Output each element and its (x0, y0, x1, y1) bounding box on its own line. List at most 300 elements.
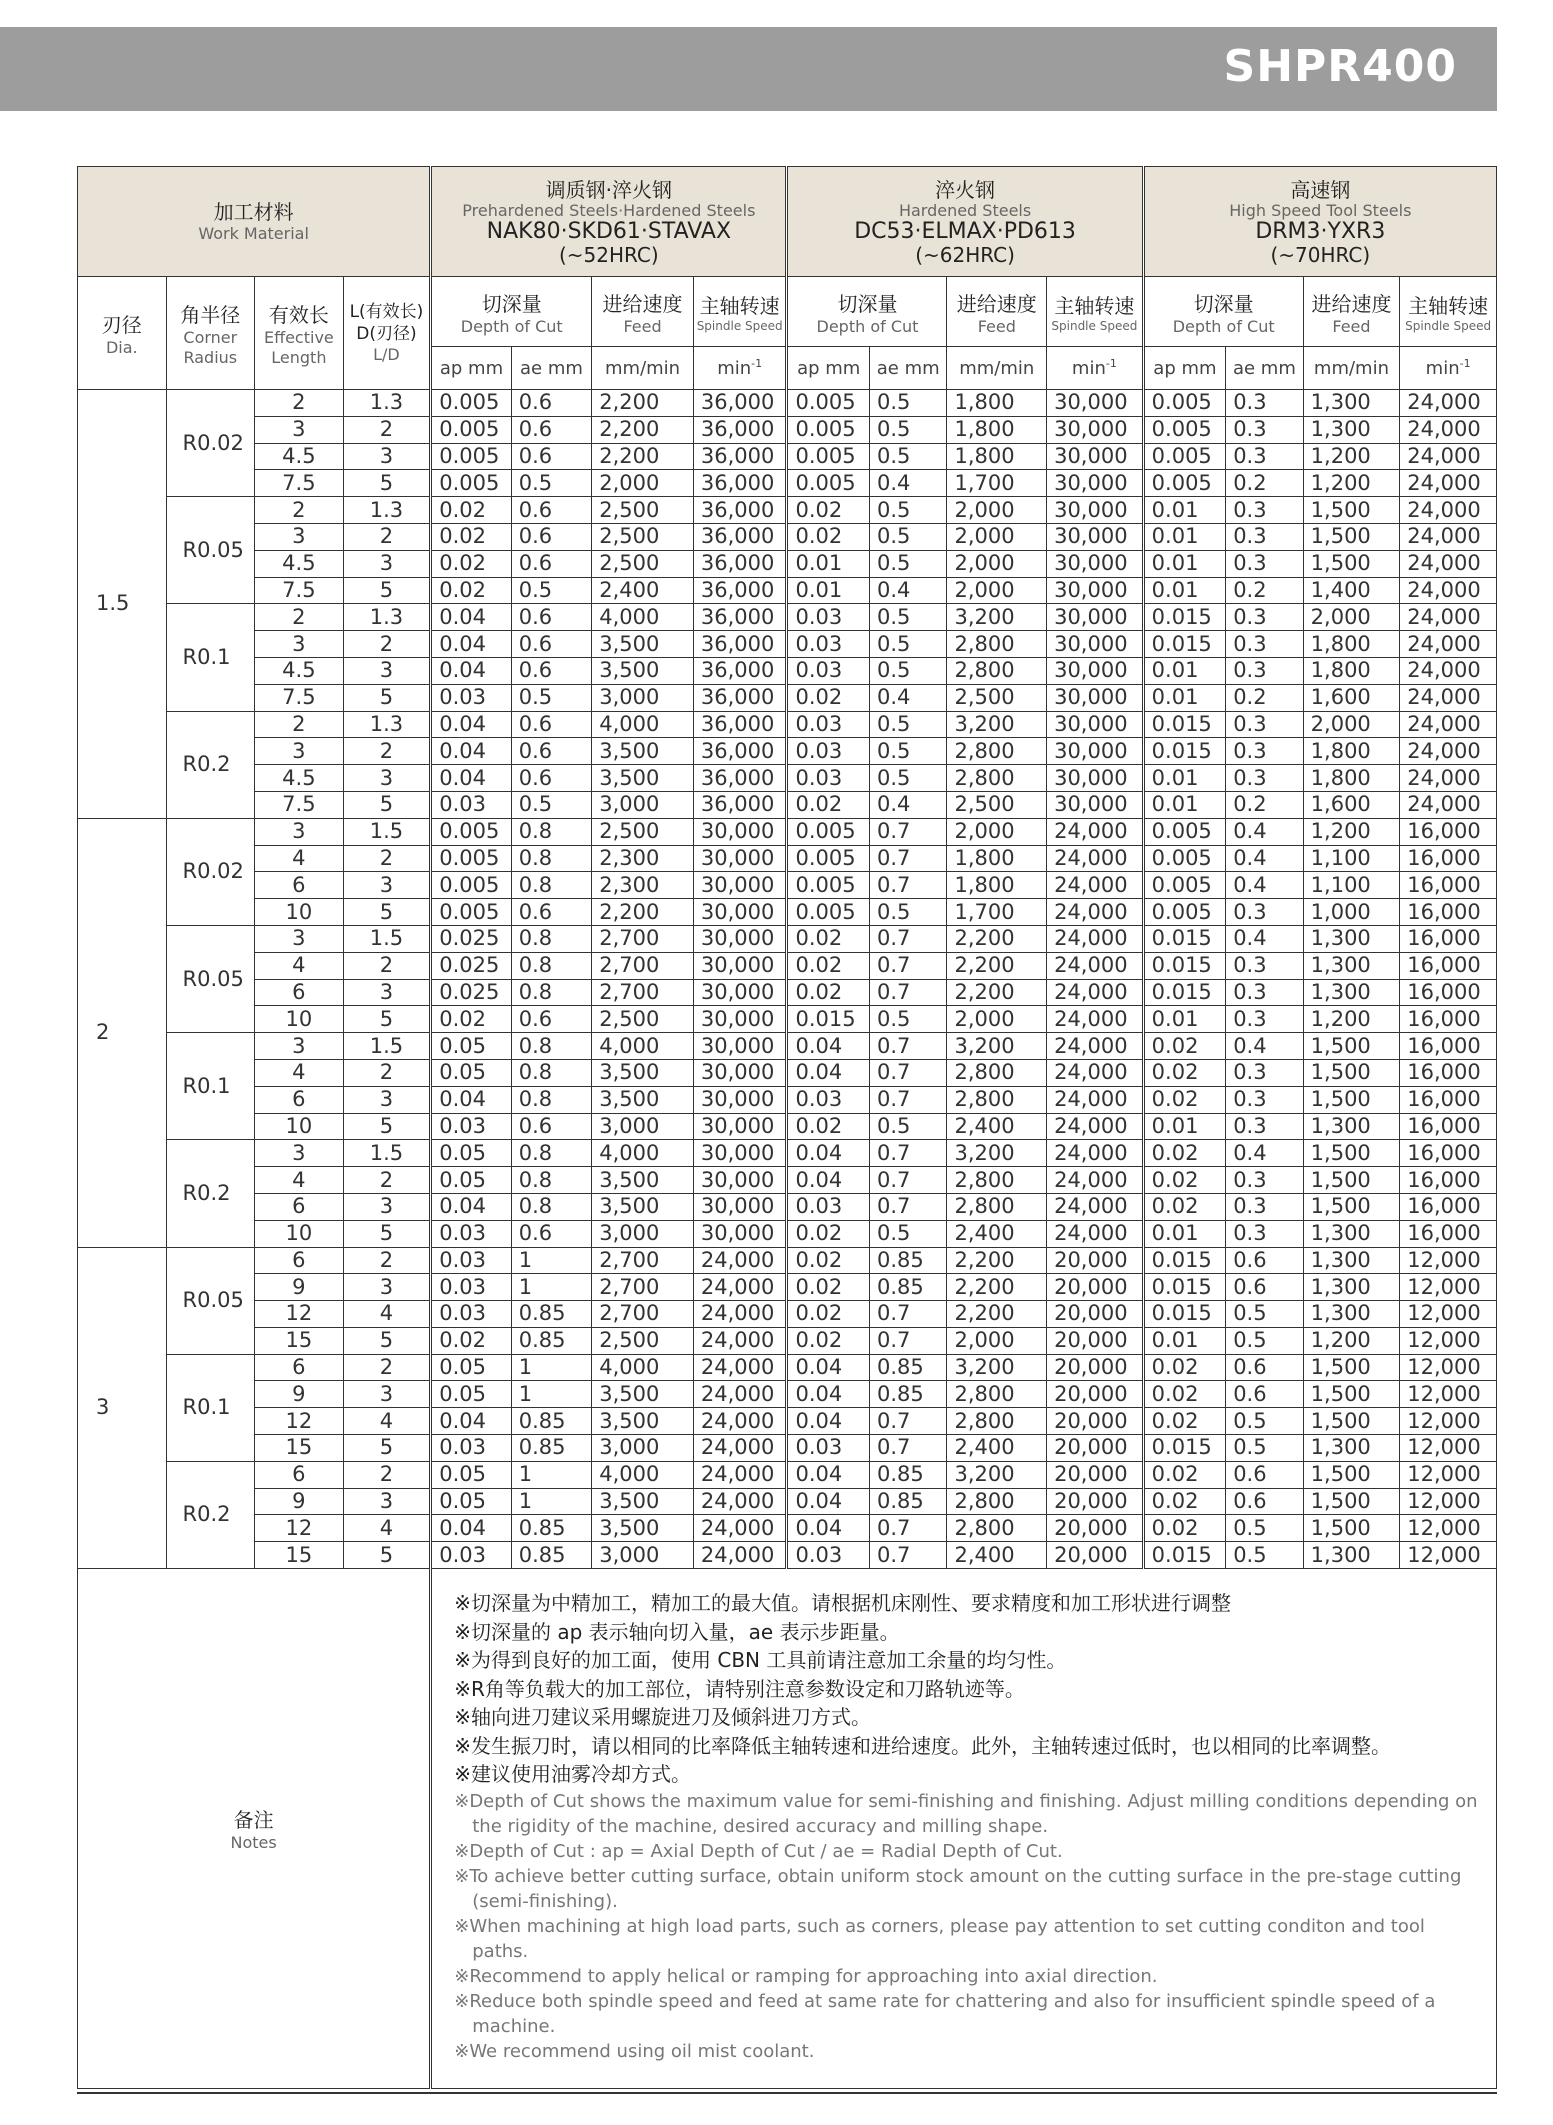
table-cell: 1,000 (1303, 899, 1400, 926)
table-cell: 0.7 (869, 1086, 946, 1113)
material-zh: 淬火钢 (935, 177, 996, 202)
table-row (78, 872, 1497, 899)
table-cell: 0.05 (431, 1488, 512, 1515)
table-cell: 3 (255, 925, 344, 952)
table-cell: 0.5 (869, 550, 946, 577)
table-cell: 30,000 (1047, 577, 1144, 604)
table-cell: 2,700 (592, 979, 694, 1006)
table-cell: 0.015 (1143, 1301, 1226, 1328)
table-cell: 0.5 (869, 1006, 946, 1033)
page-title: SHPR400 (1223, 41, 1457, 92)
table-cell: 2,800 (947, 1193, 1047, 1220)
table-cell: 0.6 (1226, 1247, 1303, 1274)
table-cell: 36,000 (693, 416, 787, 443)
ld-header-zh1: L(有效长) (349, 302, 424, 322)
table-cell: 9 (255, 1274, 344, 1301)
table-cell: 24,000 (1047, 925, 1144, 952)
table-cell: 0.8 (511, 872, 592, 899)
length-header (255, 277, 344, 390)
table-cell: 1,800 (1303, 738, 1400, 765)
table-row (78, 1381, 1497, 1408)
table-cell: 0.02 (787, 684, 870, 711)
table-cell: 3,500 (592, 631, 694, 658)
table-cell: 2,800 (947, 738, 1047, 765)
table-cell: 0.03 (787, 1193, 870, 1220)
table-cell: 30,000 (1047, 791, 1144, 818)
table-cell: 0.02 (787, 497, 870, 524)
table-cell: 0.5 (869, 738, 946, 765)
table-cell: 0.6 (511, 738, 592, 765)
table-cell: 0.6 (511, 416, 592, 443)
table-cell: 0.5 (511, 684, 592, 711)
table-cell: 30,000 (1047, 711, 1144, 738)
table-cell: 0.2 (1226, 684, 1303, 711)
table-cell: 0.3 (1226, 523, 1303, 550)
table-cell: 2 (343, 631, 431, 658)
table-cell: 0.7 (869, 952, 946, 979)
table-cell: 0.05 (431, 1059, 512, 1086)
unit-speed-label: min (1425, 358, 1460, 379)
table-cell: 0.04 (787, 1515, 870, 1542)
table-cell: 2,800 (947, 631, 1047, 658)
table-cell: 1.3 (343, 604, 431, 631)
table-cell: 5 (343, 791, 431, 818)
table-cell: 3 (255, 1033, 344, 1060)
table-cell: 0.03 (431, 1542, 512, 1569)
table-cell: 0.01 (1143, 791, 1226, 818)
table-cell: 1.3 (343, 497, 431, 524)
table-cell: 2 (343, 1461, 431, 1488)
table-cell: 16,000 (1400, 1086, 1497, 1113)
table-cell: 0.5 (869, 523, 946, 550)
work-material-zh: 加工材料 (213, 199, 294, 224)
table-cell: 1,300 (1303, 1113, 1400, 1140)
table-cell: 24,000 (1047, 1006, 1144, 1033)
table-cell: 4.5 (255, 765, 344, 792)
table-row (78, 1435, 1497, 1462)
table-cell: 0.02 (787, 1327, 870, 1354)
table-cell: 2,500 (592, 523, 694, 550)
table-cell: 6 (255, 872, 344, 899)
table-cell: 2,000 (947, 523, 1047, 550)
table-row (78, 818, 1497, 845)
speed-header-zh: 主轴转速 (1054, 294, 1135, 318)
table-cell: 16,000 (1400, 1033, 1497, 1060)
feed-header-en: Feed (623, 316, 662, 336)
table-cell: 0.02 (1143, 1086, 1226, 1113)
table-cell: 0.5 (1226, 1435, 1303, 1462)
table-cell: 12,000 (1400, 1461, 1497, 1488)
table-cell: 0.6 (1226, 1488, 1303, 1515)
table-cell: 24,000 (1047, 1140, 1144, 1167)
table-cell: 0.85 (869, 1381, 946, 1408)
table-cell: 1 (511, 1461, 592, 1488)
table-cell: 0.03 (431, 1435, 512, 1462)
table-row (78, 899, 1497, 926)
table-cell: 0.4 (869, 684, 946, 711)
speed-header (1400, 277, 1497, 347)
table-cell: 1 (511, 1247, 592, 1274)
table-cell: 1,200 (1303, 1006, 1400, 1033)
table-cell: 0.5 (869, 765, 946, 792)
table-cell: 24,000 (1400, 631, 1497, 658)
work-material-en: Work Material (198, 223, 309, 243)
table-cell: 24,000 (693, 1461, 787, 1488)
table-cell: 2 (343, 952, 431, 979)
table-cell: 0.6 (511, 1006, 592, 1033)
length-header-en1: Effective (263, 327, 334, 347)
table-cell: 0.02 (787, 1301, 870, 1328)
table-cell: 1,600 (1303, 684, 1400, 711)
material-grades: DC53·ELMAX·PD613 (854, 218, 1076, 244)
table-cell: 1.3 (343, 711, 431, 738)
table-cell: 0.6 (1226, 1461, 1303, 1488)
table-cell: 1,800 (947, 390, 1047, 417)
table-cell: 24,000 (693, 1515, 787, 1542)
table-cell: 0.4 (1226, 818, 1303, 845)
table-cell: 3 (255, 818, 344, 845)
table-cell: 0.015 (787, 1006, 870, 1033)
table-row (78, 1006, 1497, 1033)
table-row (78, 1515, 1497, 1542)
table-cell: 30,000 (1047, 523, 1144, 550)
table-cell: 3,500 (592, 1167, 694, 1194)
table-cell: 1,400 (1303, 577, 1400, 604)
table-cell: 6 (255, 1193, 344, 1220)
table-cell: 1,800 (947, 845, 1047, 872)
table-row (78, 390, 1497, 417)
table-cell: 0.01 (1143, 497, 1226, 524)
unit-ap: ap mm (787, 347, 870, 390)
table-cell: 0.6 (511, 631, 592, 658)
table-cell: 0.015 (1143, 1542, 1226, 1569)
table-cell: 3 (255, 416, 344, 443)
table-cell: 1,800 (947, 872, 1047, 899)
table-cell: 0.02 (787, 925, 870, 952)
table-cell: 2,500 (947, 684, 1047, 711)
table-cell: 2,500 (592, 1327, 694, 1354)
table-cell: 1,300 (1303, 1274, 1400, 1301)
table-cell: 1,800 (1303, 631, 1400, 658)
note-en: ※We recommend using oil mist coolant. (454, 2040, 815, 2062)
table-cell: 30,000 (1047, 416, 1144, 443)
header-bar (0, 27, 1497, 111)
table-cell: 24,000 (1047, 818, 1144, 845)
table-cell: 16,000 (1400, 818, 1497, 845)
table-cell: 0.4 (1226, 1033, 1303, 1060)
table-cell: 0.02 (787, 1247, 870, 1274)
table-row (78, 1193, 1497, 1220)
table-cell: 24,000 (1400, 738, 1497, 765)
material-zh: 高速钢 (1290, 177, 1351, 202)
table-cell: 0.02 (431, 550, 512, 577)
table-cell: 16,000 (1400, 979, 1497, 1006)
table-cell: 4 (255, 952, 344, 979)
note-en: ※Recommend to apply helical or ramping for approaching into axial direction. (454, 1965, 1158, 1987)
table-row (78, 684, 1497, 711)
table-cell: 3,500 (592, 657, 694, 684)
table-cell: 0.6 (511, 443, 592, 470)
table-cell: 0.01 (1143, 1113, 1226, 1140)
table-cell: 2,200 (947, 952, 1047, 979)
table-cell: 20,000 (1047, 1435, 1144, 1462)
table-cell: 36,000 (693, 550, 787, 577)
table-cell: 0.005 (431, 470, 512, 497)
table-cell: 2,300 (592, 845, 694, 872)
table-cell: 1,100 (1303, 845, 1400, 872)
table-cell: 4 (343, 1408, 431, 1435)
table-cell: 0.3 (1226, 1113, 1303, 1140)
table-cell: 15 (255, 1327, 344, 1354)
table-cell: 36,000 (693, 604, 787, 631)
table-cell: 0.03 (787, 738, 870, 765)
notes-label (78, 1569, 431, 2089)
table-cell: 3,000 (592, 791, 694, 818)
table-cell: 0.015 (1143, 1247, 1226, 1274)
table-cell: 5 (343, 1435, 431, 1462)
table-cell: 24,000 (1047, 952, 1144, 979)
note-en: ※When machining at high load parts, such as corners, please pay attention to set cutting conditon and tool paths. (454, 1915, 1425, 1962)
table-cell: 1,600 (1303, 791, 1400, 818)
table-cell: 2 (343, 738, 431, 765)
table-cell: 0.04 (431, 1086, 512, 1113)
radius-value: R0.2 (166, 1140, 255, 1247)
table-cell: 1,300 (1303, 1247, 1400, 1274)
table-cell: 7.5 (255, 577, 344, 604)
table-cell: 12 (255, 1515, 344, 1542)
doc-header (431, 277, 592, 347)
table-cell: 20,000 (1047, 1542, 1144, 1569)
table-cell: 24,000 (693, 1301, 787, 1328)
table-cell: 2 (255, 711, 344, 738)
table-cell: 0.02 (1143, 1488, 1226, 1515)
length-header-zh: 有效长 (268, 302, 329, 327)
table-cell: 2,700 (592, 925, 694, 952)
table-cell: 0.02 (787, 523, 870, 550)
note-en: ※To achieve better cutting surface, obtain uniform stock amount on the cutting surface in the pre-stage cutting (semi-finishing). (454, 1865, 1462, 1912)
unit-speed-label: min (1071, 358, 1106, 379)
material-grades: NAK80·SKD61·STAVAX (486, 218, 732, 244)
table-cell: 3,200 (947, 711, 1047, 738)
table-cell: 0.015 (1143, 604, 1226, 631)
table-cell: 0.7 (869, 1033, 946, 1060)
table-cell: 2,000 (947, 1006, 1047, 1033)
table-cell: 2,000 (947, 497, 1047, 524)
table-row (78, 1033, 1497, 1060)
table-cell: 0.01 (1143, 657, 1226, 684)
table-cell: 3,500 (592, 1086, 694, 1113)
table-cell: 2,000 (947, 1327, 1047, 1354)
table-cell: 20,000 (1047, 1381, 1144, 1408)
ld-header-en: L/D (373, 345, 400, 364)
table-cell: 1,200 (1303, 443, 1400, 470)
table-cell: 0.7 (869, 1059, 946, 1086)
table-cell: 0.05 (431, 1033, 512, 1060)
table-cell: 5 (343, 1327, 431, 1354)
table-cell: 30,000 (693, 899, 787, 926)
table-cell: 2,200 (592, 443, 694, 470)
unit-speed-sup: -1 (1105, 357, 1117, 370)
table-cell: 0.02 (1143, 1515, 1226, 1542)
table-cell: 0.005 (431, 416, 512, 443)
table-cell: 2,400 (592, 577, 694, 604)
table-cell: 10 (255, 899, 344, 926)
feed-header-zh: 进给速度 (956, 291, 1037, 316)
table-cell: 0.005 (1143, 390, 1226, 417)
table-cell: 2,500 (592, 497, 694, 524)
table-cell: 30,000 (1047, 684, 1144, 711)
table-cell: 30,000 (1047, 631, 1144, 658)
table-cell: 0.005 (787, 872, 870, 899)
table-cell: 2,500 (592, 550, 694, 577)
table-cell: 0.3 (1226, 550, 1303, 577)
table-cell: 0.05 (431, 1167, 512, 1194)
table-cell: 30,000 (1047, 443, 1144, 470)
table-cell: 1,500 (1303, 1381, 1400, 1408)
table-cell: 0.7 (869, 1408, 946, 1435)
material-zh: 调质钢·淬火钢 (545, 177, 673, 202)
table-cell: 0.3 (1226, 765, 1303, 792)
table-cell: 0.02 (1143, 1408, 1226, 1435)
table-cell: 24,000 (693, 1274, 787, 1301)
table-row (78, 497, 1497, 524)
table-cell: 0.3 (1226, 390, 1303, 417)
table-cell: 3,200 (947, 1033, 1047, 1060)
table-cell: 2,400 (947, 1542, 1047, 1569)
table-cell: 0.5 (869, 657, 946, 684)
table-cell: 1,700 (947, 899, 1047, 926)
table-cell: 6 (255, 1461, 344, 1488)
table-row (78, 1220, 1497, 1247)
table-cell: 3,000 (592, 1542, 694, 1569)
table-cell: 24,000 (1047, 899, 1144, 926)
table-cell: 2,800 (947, 1408, 1047, 1435)
table-row (78, 791, 1497, 818)
table-cell: 36,000 (693, 443, 787, 470)
table-row (78, 1542, 1497, 1569)
table-cell: 0.8 (511, 979, 592, 1006)
table-cell: 2,800 (947, 1086, 1047, 1113)
table-cell: 0.04 (431, 765, 512, 792)
table-cell: 0.3 (1226, 979, 1303, 1006)
table-cell: 0.5 (869, 604, 946, 631)
note-zh: ※为得到良好的加工面，使用 CBN 工具前请注意加工余量的均匀性。 (454, 1648, 1067, 1673)
table-row (78, 416, 1497, 443)
table-cell: 0.02 (787, 1274, 870, 1301)
table-cell: 30,000 (693, 1086, 787, 1113)
table-cell: 0.015 (1143, 631, 1226, 658)
table-row (78, 657, 1497, 684)
table-cell: 16,000 (1400, 872, 1497, 899)
table-cell: 0.04 (431, 1193, 512, 1220)
radius-value: R0.2 (166, 1461, 255, 1568)
doc-header-en: Depth of Cut (816, 316, 919, 336)
table-cell: 1 (511, 1488, 592, 1515)
unit-ae: ae mm (1226, 347, 1303, 390)
table-cell: 3 (343, 1381, 431, 1408)
table-cell: 2,800 (947, 1488, 1047, 1515)
table-row (78, 550, 1497, 577)
dia-value: 2 (78, 818, 167, 1247)
table-cell: 0.6 (511, 497, 592, 524)
table-cell: 2,500 (947, 791, 1047, 818)
table-cell: 0.04 (787, 1408, 870, 1435)
unit-ap: ap mm (431, 347, 512, 390)
table-cell: 0.005 (1143, 416, 1226, 443)
table-cell: 0.6 (511, 1220, 592, 1247)
table-cell: 1 (511, 1274, 592, 1301)
table-cell: 0.01 (1143, 1220, 1226, 1247)
radius-value: R0.02 (166, 390, 255, 497)
dia-value: 3 (78, 1247, 167, 1569)
table-cell: 0.3 (1226, 416, 1303, 443)
table-cell: 24,000 (1400, 684, 1497, 711)
material-header-1 (431, 167, 787, 277)
table-cell: 0.5 (869, 416, 946, 443)
table-cell: 1,800 (1303, 765, 1400, 792)
unit-ap: ap mm (1143, 347, 1226, 390)
table-cell: 0.3 (1226, 1086, 1303, 1113)
doc-header-zh: 切深量 (1193, 291, 1254, 316)
doc-header-en: Depth of Cut (460, 316, 563, 336)
table-cell: 0.85 (511, 1435, 592, 1462)
table-cell: 24,000 (1400, 657, 1497, 684)
table-cell: 0.03 (787, 711, 870, 738)
table-cell: 0.7 (869, 1542, 946, 1569)
table-cell: 0.3 (1226, 899, 1303, 926)
table-cell: 12,000 (1400, 1488, 1497, 1515)
table-cell: 3 (255, 738, 344, 765)
table-cell: 30,000 (1047, 765, 1144, 792)
table-cell: 0.03 (787, 765, 870, 792)
table-cell: 30,000 (693, 1059, 787, 1086)
table-cell: 0.85 (869, 1354, 946, 1381)
table-cell: 36,000 (693, 657, 787, 684)
feed-header (947, 277, 1047, 347)
table-row (78, 1086, 1497, 1113)
table-row (78, 604, 1497, 631)
unit-speed-label: min (717, 358, 752, 379)
table-cell: 24,000 (1400, 470, 1497, 497)
table-cell: 30,000 (1047, 390, 1144, 417)
table-cell: 36,000 (693, 497, 787, 524)
table-cell: 0.4 (869, 791, 946, 818)
table-cell: 20,000 (1047, 1461, 1144, 1488)
table-cell: 0.85 (511, 1542, 592, 1569)
note-en: ※Depth of Cut shows the maximum value for semi-finishing and finishing. Adjust milling conditions depending on the rigidity of the machine, desired accuracy and milling shape. (454, 1790, 1478, 1837)
table-cell: 1,300 (1303, 952, 1400, 979)
table-cell: 0.04 (431, 1408, 512, 1435)
table-cell: 0.03 (431, 1113, 512, 1140)
table-cell: 16,000 (1400, 952, 1497, 979)
table-cell: 30,000 (693, 979, 787, 1006)
table-cell: 16,000 (1400, 1193, 1497, 1220)
table-row (78, 1140, 1497, 1167)
table-cell: 2,400 (947, 1113, 1047, 1140)
table-cell: 0.01 (787, 577, 870, 604)
speed-header-en: Spindle Speed (696, 319, 783, 333)
table-cell: 2,800 (947, 1059, 1047, 1086)
table-cell: 24,000 (1400, 791, 1497, 818)
table-cell: 3,200 (947, 1354, 1047, 1381)
table-cell: 0.025 (431, 952, 512, 979)
table-cell: 1.5 (343, 925, 431, 952)
table-cell: 0.005 (1143, 470, 1226, 497)
table-cell: 3 (343, 1274, 431, 1301)
table-cell: 0.02 (1143, 1033, 1226, 1060)
table-cell: 2,000 (1303, 604, 1400, 631)
table-cell: 4 (255, 1167, 344, 1194)
